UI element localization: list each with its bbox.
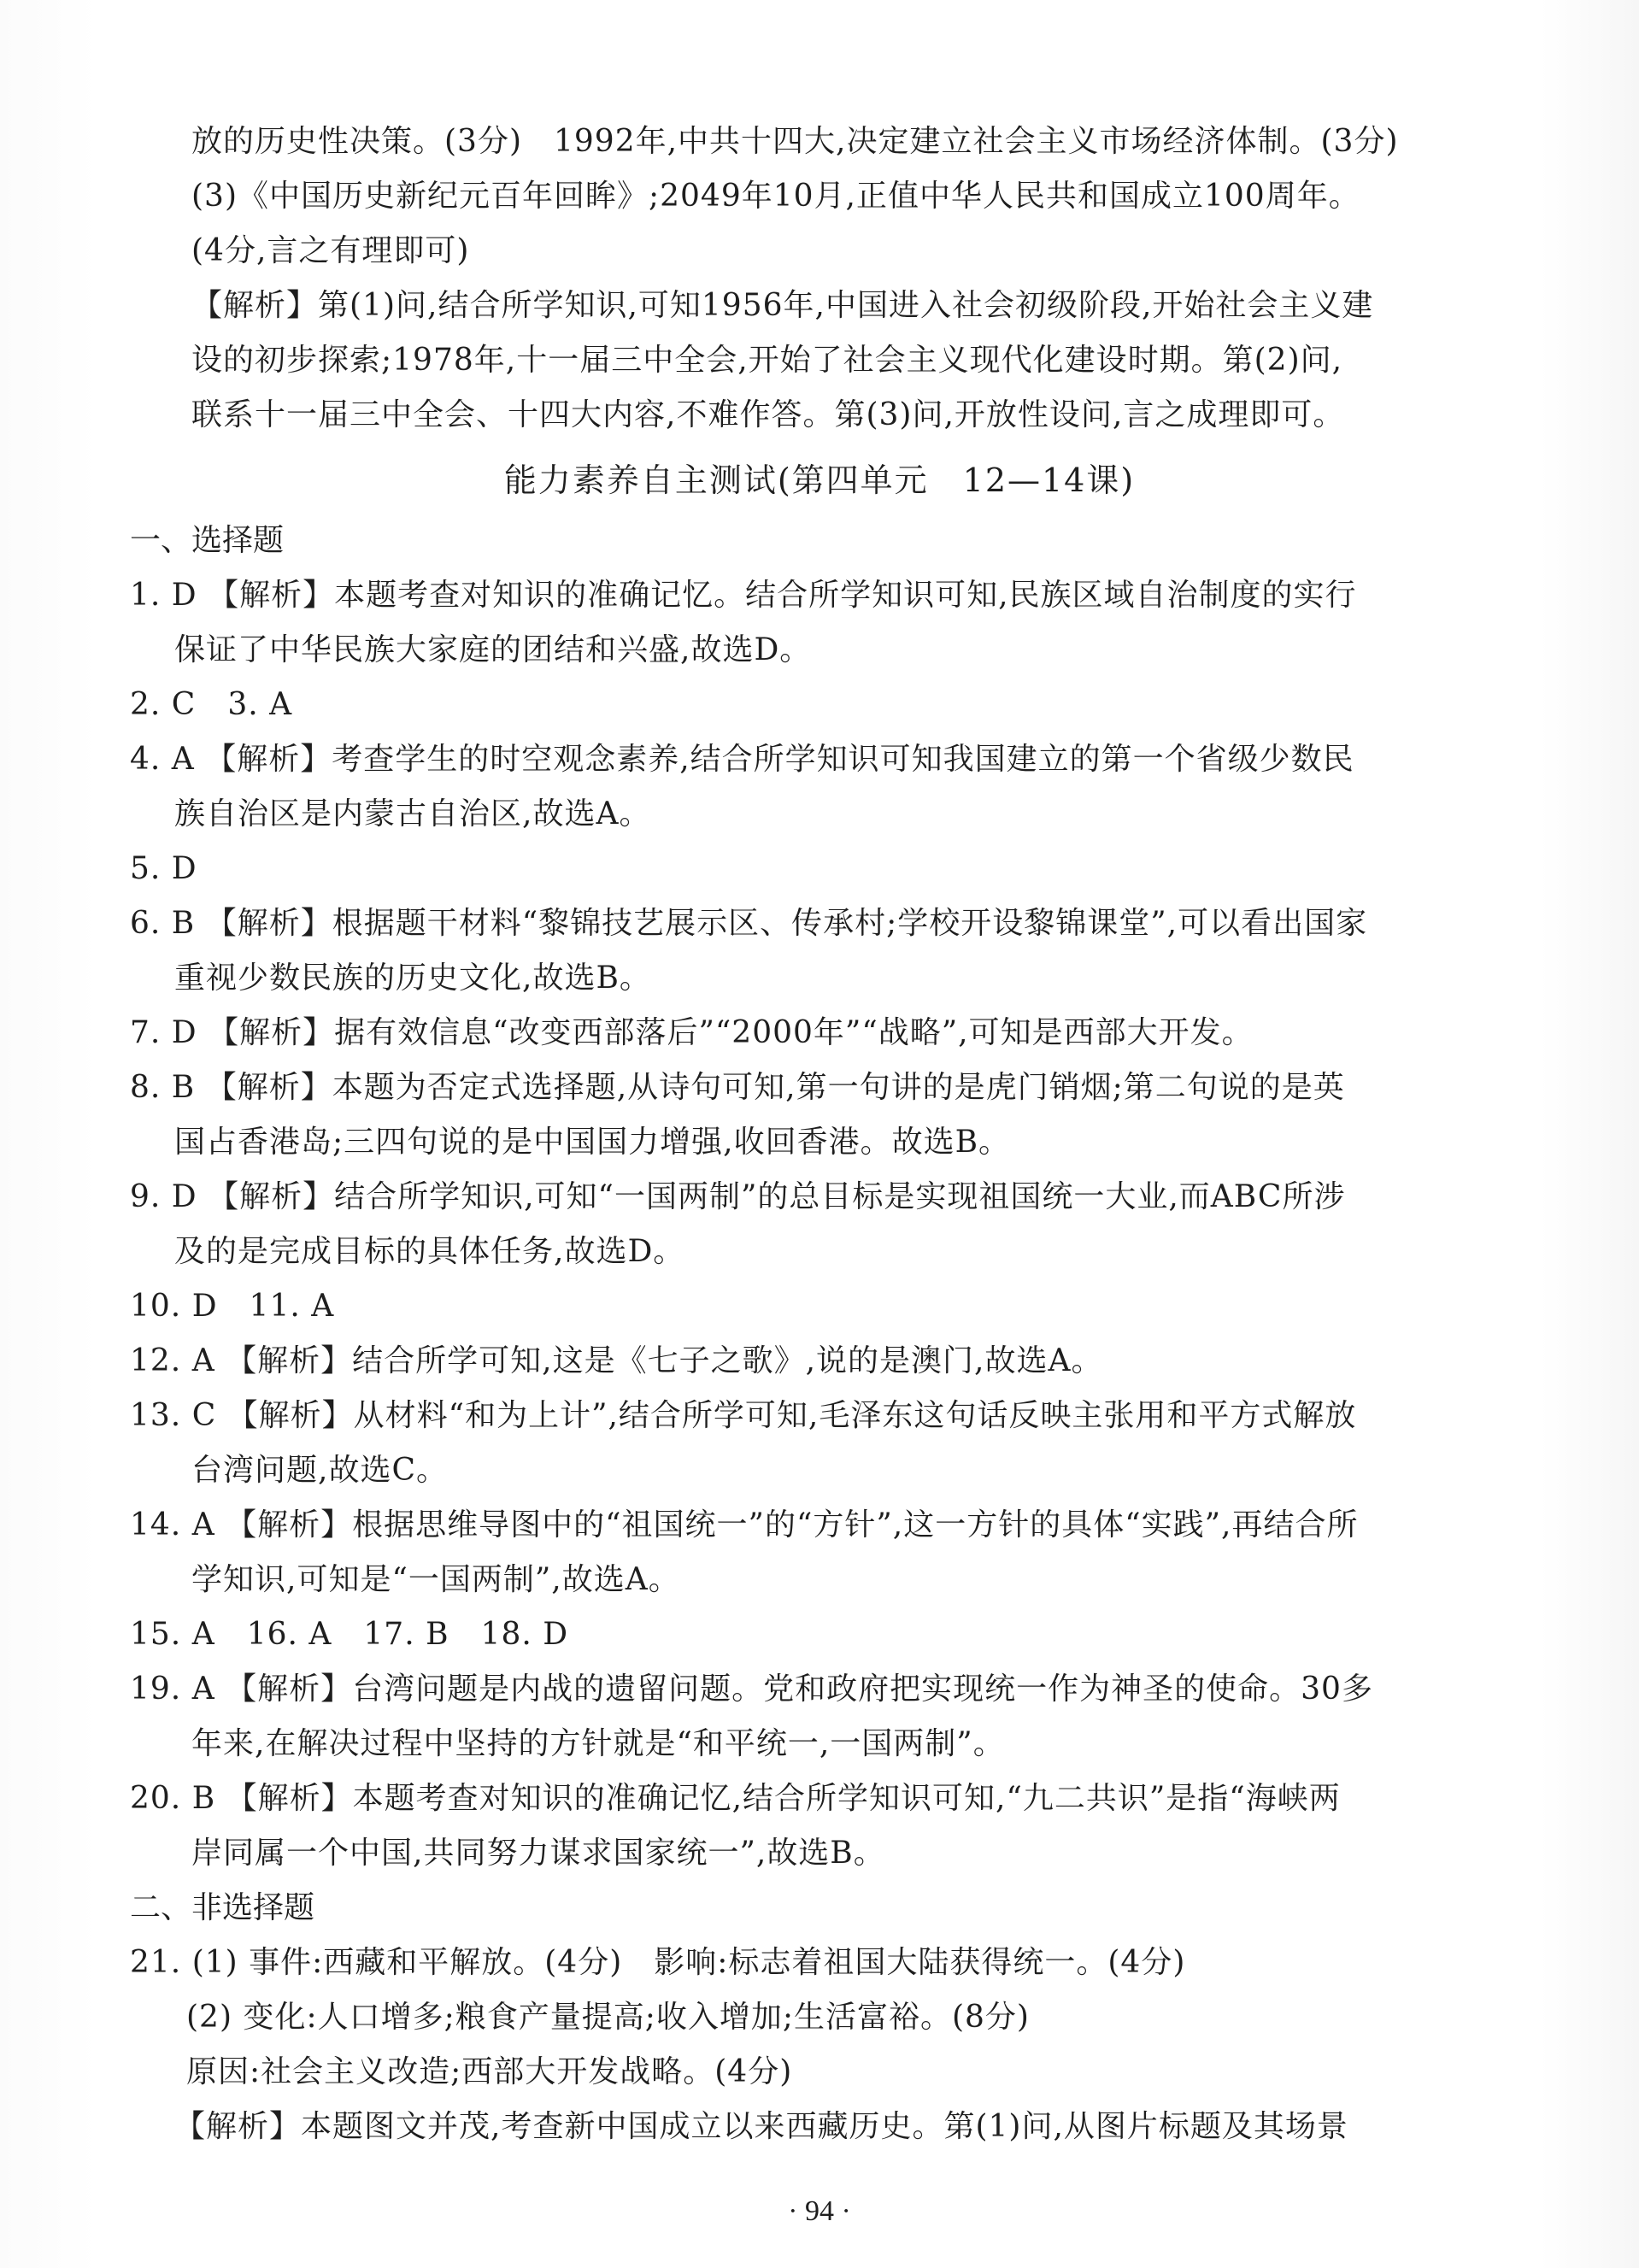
answer-line: 岸同属一个中国,共同努力谋求国家统一”,故选B。 bbox=[191, 1836, 885, 1871]
answer-line: 保证了中华民族大家庭的团结和兴盛,故选D。 bbox=[174, 632, 812, 667]
text-line: (4分,言之有理即可) bbox=[191, 233, 470, 268]
answer-line: 8. B 【解析】本题为否定式选择题,从诗句可知,第一句讲的是虎门销烟;第二句说的是英 bbox=[130, 1070, 1345, 1105]
answer-line: 10. D 11. A bbox=[130, 1289, 335, 1324]
answer-line: 5. D bbox=[130, 851, 197, 886]
answer-line: 20. B 【解析】本题考查对知识的准确记忆,结合所学知识可知,“九二共识”是指“海峡两 bbox=[130, 1781, 1341, 1816]
answer-line: 族自治区是内蒙古自治区,故选A。 bbox=[174, 796, 651, 831]
answer-line: 1. D 【解析】本题考查对知识的准确记忆。结合所学知识可知,民族区域自治制度的实行 bbox=[130, 578, 1357, 613]
answer-line: 【解析】本题图文并茂,考查新中国成立以来西藏历史。第(1)问,从图片标题及其场景 bbox=[174, 2109, 1348, 2144]
text-line: 【解析】第(1)问,结合所学知识,可知1956年,中国进入社会初级阶段,开始社会主义建 bbox=[191, 288, 1374, 323]
answer-line: 6. B 【解析】根据题干材料“黎锦技艺展示区、传承村;学校开设黎锦课堂”,可以看出国家 bbox=[130, 906, 1368, 941]
answer-line: 4. A 【解析】考查学生的时空观念素养,结合所学知识可知我国建立的第一个省级少数民 bbox=[130, 742, 1354, 777]
answer-line: 原因:社会主义改造;西部大开发战略。(4分) bbox=[186, 2054, 793, 2089]
answer-line: 12. A 【解析】结合所学可知,这是《七子之歌》,说的是澳门,故选A。 bbox=[130, 1343, 1103, 1378]
answer-line: 13. C 【解析】从材料“和为上计”,结合所学可知,毛泽东这句话反映主张用和平方式解放 bbox=[130, 1398, 1357, 1433]
answer-line: 重视少数民族的历史文化,故选B。 bbox=[174, 961, 651, 996]
answer-line: 19. A 【解析】台湾问题是内战的遗留问题。党和政府把实现统一作为神圣的使命。30多 bbox=[130, 1672, 1373, 1707]
page-number: · 94 · bbox=[788, 2195, 851, 2227]
answer-line: 国占香港岛;三四句说的是中国国力增强,收回香港。故选B。 bbox=[174, 1125, 1011, 1160]
answer-line: 台湾问题,故选C。 bbox=[191, 1453, 448, 1488]
text-line: 联系十一届三中全会、十四大内容,不难作答。第(3)问,开放性设问,言之成理即可。 bbox=[191, 397, 1345, 432]
text-line: 放的历史性决策。(3分) 1992年,中共十四大,决定建立社会主义市场经济体制。(3分) bbox=[191, 124, 1399, 159]
answer-line: 及的是完成目标的具体任务,故选D。 bbox=[174, 1234, 685, 1269]
section-heading: 二、非选择题 bbox=[130, 1890, 315, 1925]
text-line: (3)《中国历史新纪元百年回眸》;2049年10月,正值中华人民共和国成立100周年。 bbox=[191, 179, 1360, 214]
answer-line: 14. A 【解析】根据思维导图中的“祖国统一”的“方针”,这一方针的具体“实践”,再结合所 bbox=[130, 1507, 1359, 1542]
answer-line: 学知识,可知是“一国两制”,故选A。 bbox=[191, 1562, 680, 1597]
answer-line: 9. D 【解析】结合所学知识,可知“一国两制”的总目标是实现祖国统一大业,而ABC所涉 bbox=[130, 1179, 1346, 1214]
answer-line: 15. A 16. A 17. B 18. D bbox=[130, 1617, 569, 1652]
answer-line: 2. C 3. A bbox=[130, 687, 293, 722]
answer-line: 7. D 【解析】据有效信息“改变西部落后”“2000年”“战略”,可知是西部大开发。 bbox=[130, 1015, 1254, 1050]
section-title: 能力素养自主测试(第四单元 12—14课) bbox=[503, 461, 1136, 499]
answer-line: (2) 变化:人口增多;粮食产量提高;收入增加;生活富裕。(8分) bbox=[186, 2000, 1030, 2035]
text-line: 设的初步探索;1978年,十一届三中全会,开始了社会主义现代化建设时期。第(2)问, bbox=[191, 343, 1343, 378]
section-heading: 一、选择题 bbox=[130, 523, 285, 558]
answer-line: 年来,在解决过程中坚持的方针就是“和平统一,一国两制”。 bbox=[191, 1726, 1005, 1761]
answer-line: 21. (1) 事件:西藏和平解放。(4分) 影响:标志着祖国大陆获得统一。(4分) bbox=[130, 1945, 1186, 1980]
